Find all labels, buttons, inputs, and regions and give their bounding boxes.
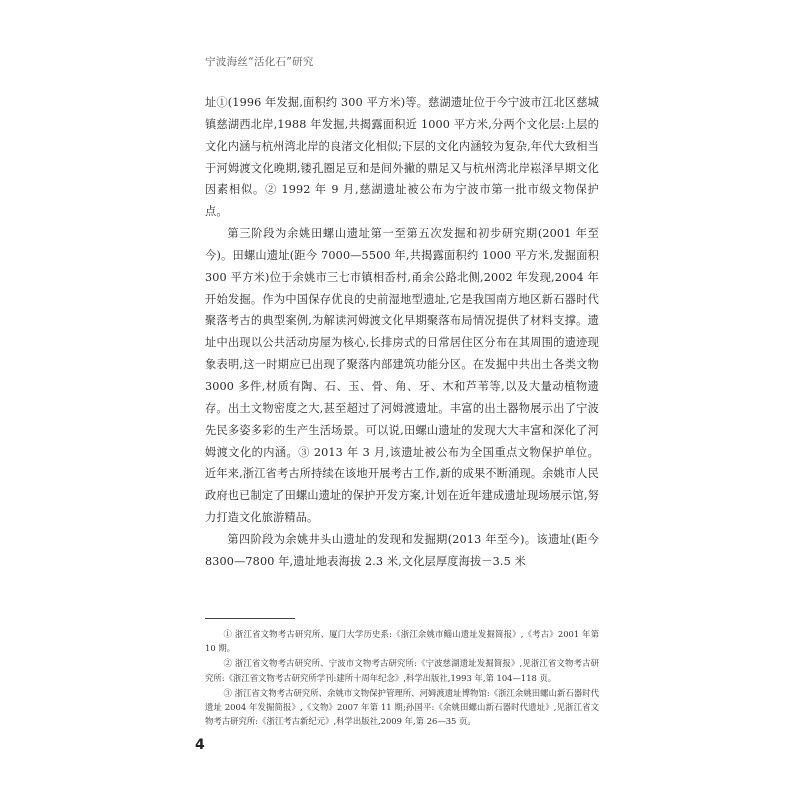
paragraph: 第三阶段为余姚田螺山遗址第一至第五次发掘和初步研究期(2001 年至今)。田螺山遗址(距今 7000—5500 年,共揭露面积约 1000 平方米,发掘面积 300 平方米)位于余姚市三七市镇相岙村,甬余公路北侧,2002 年发现,2004 年开始发掘。作为中国保存优良的史前湿地型遗址,它是我国南方地区新石器时代聚落考古的典型案例,为解读河姆渡文化早期聚落布局情况提供了材料支撑。遗址中出现以公共活动房屋为核心,长排房式的日常居住区分布在其周围的遗迹现象表明,这一时期应已出现了聚落内部建筑功能分区。在发掘中共出土各类文物 3000 多件,材质有陶、石、玉、骨、角、牙、木和芦苇等,以及大量动植物遗存。出土文物密度之大,甚至超过了河姆渡遗址。丰富的出土器物展示出了宁波先民多姿多彩的生产生活场景。可以说,田螺山遗址的发现大大丰富和深化了河姆渡文化的内涵。③ 2013 年 3 月,该遗址被公布为全国重点文物保护单位。近年来,浙江省考古所持续在该地开展考古工作,新的成果不断涌现。余姚市人民政府也已制定了田螺山遗址的保护开发方案,计划在近年建成遗址现场展示馆,努力打造文化旅游精品。: [205, 227, 599, 525]
footnote: ③ 浙江省文物考古研究所、余姚市文物保护管理所、河姆渡遗址博物馆:《浙江余姚田螺山新石器时代遗址 2004 年发掘简报》,《文物》2007 年第 11 期;孙国平:《余姚田螺山新石器时代遗址》,见浙江省文物考古研究所:《浙江考古新纪元》,科学出版社,2009 年,第 26—35 页。: [205, 687, 599, 727]
footnote-separator: [205, 618, 295, 619]
paragraph: 址①(1996 年发掘,面积约 300 平方米)等。慈湖遗址位于今宁波市江北区慈城镇慈湖西北岸,1988 年发掘,共揭露面积近 1000 平方米,分两个文化层:上层的文化内涵与杭州湾北岸的良渚文化相似;下层的文化内涵较为复杂,年代大致相当于河姆渡文化晚期,镂孔圈足豆和是间外撇的鼎足又与杭州湾北岸崧泽早期文化因素相似。② 1992 年 9 月,慈湖遗址被公布为宁波市第一批市级文物保护点。: [205, 96, 599, 219]
body-text: [205, 92, 599, 573]
footnotes: [205, 627, 599, 729]
page-number: 4: [195, 737, 205, 753]
footnote: ① 浙江省文物考古研究所、厦门大学历史系:《浙江余姚市鲻山遗址发掘简报》,《考古》2001 年第 10 期。: [205, 629, 599, 654]
paragraph: 第四阶段为余姚井头山遗址的发现和发掘期(2013 年至今)。该遗址(距今 8300—7800 年,遗址地表海拔 2.3 米,文化层厚度海拔－3.5 米: [205, 532, 599, 568]
footnote: ② 浙江省文物考古研究所、宁波市文物考古研究所:《宁波慈湖遗址发掘简报》,见浙江省文物考古研究所:《浙江省文物考古研究所学刊:建所十周年纪念》,科学出版社,1993 年,第 104—118 页。: [205, 658, 599, 683]
running-head: 宁波海丝“活化石”研究: [205, 56, 314, 68]
